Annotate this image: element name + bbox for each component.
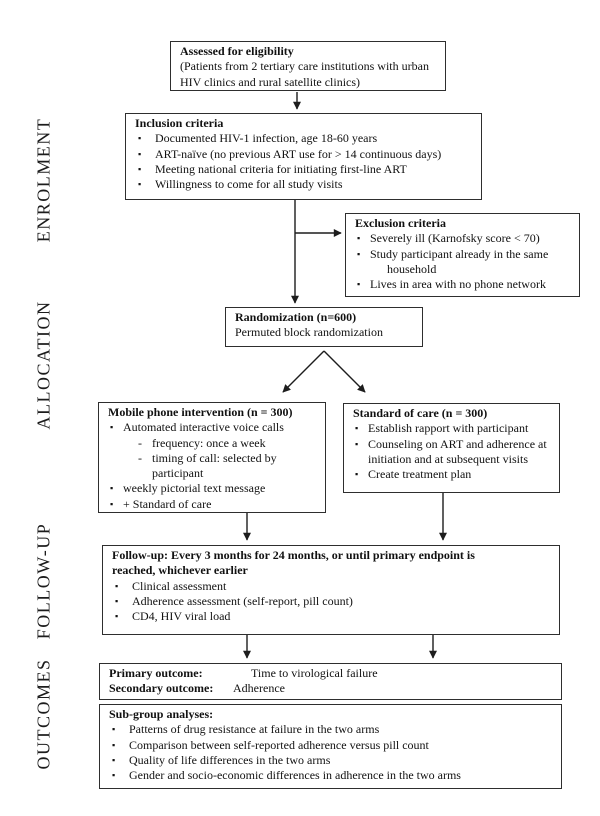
box-outcomes bbox=[99, 663, 562, 700]
box-title: Follow-up: Every 3 months for 24 months, or until primary endpoint is reached, whichever earlier bbox=[112, 548, 475, 578]
outcome-label: Secondary outcome: bbox=[109, 681, 214, 696]
bullet-icon: ▪ bbox=[110, 483, 114, 494]
box-subgroup-analyses bbox=[99, 704, 562, 789]
outcome-value: Adherence bbox=[233, 681, 285, 696]
bullet-icon: ▪ bbox=[138, 163, 142, 174]
bullet-icon: ▪ bbox=[115, 595, 119, 606]
sub-bullet-item: - frequency: once a week bbox=[138, 435, 266, 450]
bullet-item: ▪ Counseling on ART and adherence at initiation and at subsequent visits bbox=[355, 436, 547, 466]
box-assessed-eligibility bbox=[170, 41, 446, 91]
bullet-item: ▪ Create treatment plan bbox=[355, 467, 472, 482]
bullet-item: ▪ weekly pictorial text message bbox=[110, 481, 266, 496]
bullet-icon: ▪ bbox=[138, 133, 142, 144]
bullet-item: ▪ Gender and socio-economic differences in adherence in the two arms bbox=[112, 768, 461, 783]
arrow-randomization-to-mobile bbox=[283, 351, 324, 392]
bullet-item: ▪ CD4, HIV viral load bbox=[115, 609, 231, 624]
bullet-item: ▪ Quality of life differences in the two arms bbox=[112, 752, 331, 767]
bullet-icon: ▪ bbox=[115, 611, 119, 622]
bullet-item: ▪ Comparison between self-reported adherence versus pill count bbox=[112, 737, 429, 752]
bullet-item: ▪ Adherence assessment (self-report, pill count) bbox=[115, 593, 353, 608]
bullet-item: ▪ Meeting national criteria for initiating first-line ART bbox=[138, 161, 407, 176]
outcome-row bbox=[109, 666, 555, 681]
bullet-icon: ▪ bbox=[112, 724, 116, 735]
bullet-item: ▪ Lives in area with no phone network bbox=[357, 277, 546, 292]
box-randomization bbox=[225, 307, 423, 347]
bullet-item: ▪ ART-naïve (no previous ART use for > 14 continuous days) bbox=[138, 146, 442, 161]
box-title: Exclusion criteria bbox=[355, 216, 446, 230]
bullet-item: ▪ Automated interactive voice calls bbox=[110, 420, 284, 435]
box-body: Permuted block randomization bbox=[235, 325, 383, 340]
bullet-item: ▪ Establish rapport with participant bbox=[355, 421, 529, 436]
outcome-row bbox=[109, 681, 555, 696]
bullet-icon: ▪ bbox=[357, 248, 361, 259]
bullet-icon: ▪ bbox=[112, 739, 116, 750]
bullet-icon: ▪ bbox=[138, 179, 142, 190]
bullet-icon: ▪ bbox=[112, 770, 116, 781]
box-mobile-intervention bbox=[98, 402, 326, 513]
box-title: Sub-group analyses: bbox=[109, 707, 214, 721]
box-body: (Patients from 2 tertiary care institutions with urban HIV clinics and rural satellite clinics) bbox=[180, 59, 429, 89]
stage-label-outcomes: OUTCOMES bbox=[33, 658, 54, 770]
box-standard-of-care bbox=[343, 403, 560, 493]
box-followup bbox=[102, 545, 560, 635]
bullet-icon: ▪ bbox=[357, 279, 361, 290]
bullet-item: ▪ Documented HIV-1 infection, age 18-60 years bbox=[138, 131, 378, 146]
bullet-icon: ▪ bbox=[355, 423, 359, 434]
bullet-icon: ▪ bbox=[110, 498, 114, 509]
sub-bullet-item: - timing of call: selected by participant bbox=[138, 450, 277, 481]
bullet-icon: ▪ bbox=[357, 233, 361, 244]
outcome-value: Time to virological failure bbox=[251, 666, 378, 680]
bullet-icon: ▪ bbox=[110, 422, 114, 433]
bullet-item: ▪ Willingness to come for all study visits bbox=[138, 177, 343, 192]
bullet-item: ▪ Study participant already in the same household bbox=[357, 246, 549, 276]
bullet-item: ▪ Patterns of drug resistance at failure in the two arms bbox=[112, 722, 380, 737]
arrow-randomization-to-standard bbox=[324, 351, 365, 392]
box-inclusion-criteria bbox=[125, 113, 482, 200]
box-title: Assessed for eligibility bbox=[180, 44, 294, 58]
box-title: Mobile phone intervention (n = 300) bbox=[108, 405, 293, 419]
dash-icon: - bbox=[138, 450, 142, 465]
bullet-item: ▪ Clinical assessment bbox=[115, 578, 227, 593]
box-title: Standard of care (n = 300) bbox=[353, 406, 488, 420]
bullet-icon: ▪ bbox=[115, 580, 119, 591]
box-title: Inclusion criteria bbox=[135, 116, 224, 130]
bullet-icon: ▪ bbox=[355, 469, 359, 480]
stage-label-allocation: ALLOCATION bbox=[33, 300, 54, 430]
stage-label-followup: FOLLOW-UP bbox=[33, 522, 54, 640]
outcome-label: Primary outcome: bbox=[109, 666, 203, 680]
dash-icon: - bbox=[138, 435, 142, 450]
bullet-icon: ▪ bbox=[138, 148, 142, 159]
stage-label-enrolment: ENROLMENT bbox=[33, 117, 54, 243]
bullet-item: ▪ Severely ill (Karnofsky score < 70) bbox=[357, 231, 540, 246]
bullet-icon: ▪ bbox=[355, 438, 359, 449]
box-exclusion-criteria bbox=[345, 213, 580, 297]
box-title: Randomization (n=600) bbox=[235, 310, 357, 324]
bullet-item: ▪ + Standard of care bbox=[110, 496, 212, 511]
bullet-icon: ▪ bbox=[112, 754, 116, 765]
